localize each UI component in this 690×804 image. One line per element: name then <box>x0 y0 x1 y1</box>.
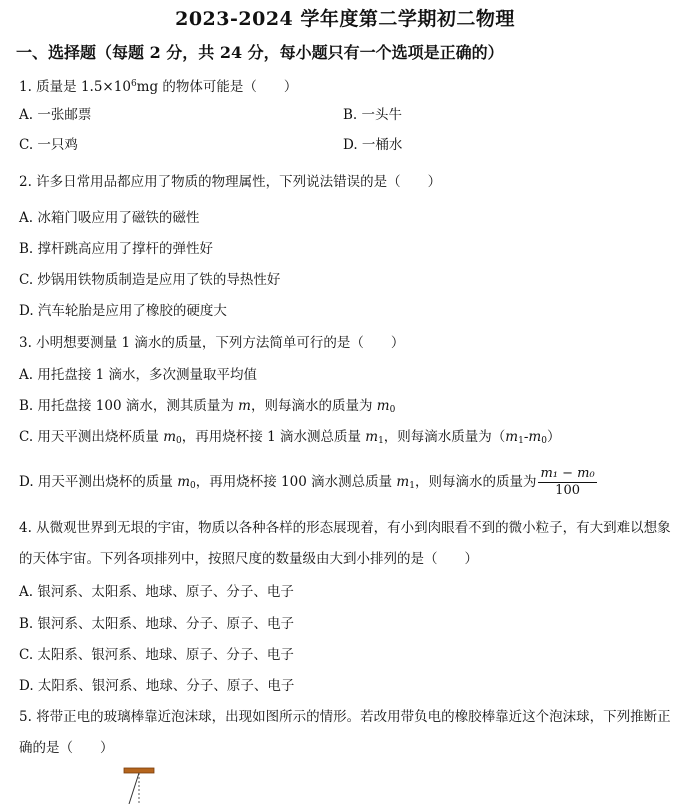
question-4-stem: 4. 从微观世界到无垠的宇宙，物质以各种各样的形态展现着，有小到肉眼看不到的微小粒子，有大到难以想象的天体宇宙。下列各项排列中，按照尺度的数量级由大到小排列的是（ ） <box>19 520 671 567</box>
question-1-option-b[interactable]: B. 一头牛 <box>343 107 403 123</box>
question-3-option-c[interactable]: C. 用天平测出烧杯质量 $m_0$，再用烧杯接 1 滴水测总质量 $m_1$，则每滴水质量为$(m_1-m_0)$ <box>19 429 561 446</box>
question-1-stem: 1. 质量是 $1.5\times 10^6mg$ 的物体可能是（ ） <box>19 79 298 95</box>
question-4-option-c[interactable]: C. 太阳系、银河系、地球、原子、分子、电子 <box>19 647 294 663</box>
section-heading: 一、选择题（每题 2 分，共 24 分，每小题只有一个选项是正确的） <box>16 43 504 62</box>
question-1-option-c[interactable]: C. 一只鸡 <box>19 137 78 153</box>
hanging-thread <box>129 773 139 804</box>
document-title: 2023-2024 学年度第二学期初二物理 <box>175 8 515 30</box>
question-5-stem: 5. 将带正电的玻璃棒靠近泡沫球，出现如图所示的情形。若改用带负电的橡胶棒靠近这个泡沫球，下列推断正确的是（ ） <box>19 709 671 756</box>
question-3-option-b[interactable]: B. 用托盘接 100 滴水，测其质量为 m，则每滴水的质量为 $m_0$ <box>19 398 396 415</box>
foam-ball-figure <box>110 760 170 804</box>
question-4-option-a[interactable]: A. 银河系、太阳系、地球、原子、分子、电子 <box>19 584 294 600</box>
question-2-option-a[interactable]: A. 冰箱门吸应用了磁铁的磁性 <box>19 210 200 226</box>
fraction-numerator: m₁ − m₀ <box>540 466 595 481</box>
fraction-expression <box>538 466 596 499</box>
question-2-stem: 2. 许多日常用品都应用了物质的物理属性，下列说法错误的是（ ） <box>19 174 442 190</box>
question-3-stem: 3. 小明想要测量 1 滴水的质量，下列方法简单可行的是（ ） <box>19 335 405 351</box>
fraction-denominator: 100 <box>555 483 580 498</box>
question-3-option-d[interactable]: D. 用天平测出烧杯的质量 $m_0$，再用烧杯接 100 滴水测总质量 $m_1$，则每滴水的质量为 $\frac{\text{m₁ − m₀}}{100}$ <box>19 466 595 498</box>
question-1-option-d[interactable]: D. 一桶水 <box>343 137 403 153</box>
question-2-option-b[interactable]: B. 撑杆跳高应用了撑杆的弹性好 <box>19 241 214 257</box>
question-4-option-b[interactable]: B. 银河系、太阳系、地球、分子、原子、电子 <box>19 616 295 632</box>
question-2-option-c[interactable]: C. 炒锅用铁物质制造是应用了铁的导热性好 <box>19 272 281 288</box>
question-1-option-a[interactable]: A. 一张邮票 <box>19 107 92 123</box>
question-3-option-a[interactable]: A. 用托盘接 1 滴水，多次测量取平均值 <box>19 367 258 383</box>
question-4-option-d[interactable]: D. 太阳系、银河系、地球、分子、原子、电子 <box>19 678 295 694</box>
question-2-option-d[interactable]: D. 汽车轮胎是应用了橡胶的硬度大 <box>19 303 227 319</box>
support-bar <box>124 768 154 773</box>
